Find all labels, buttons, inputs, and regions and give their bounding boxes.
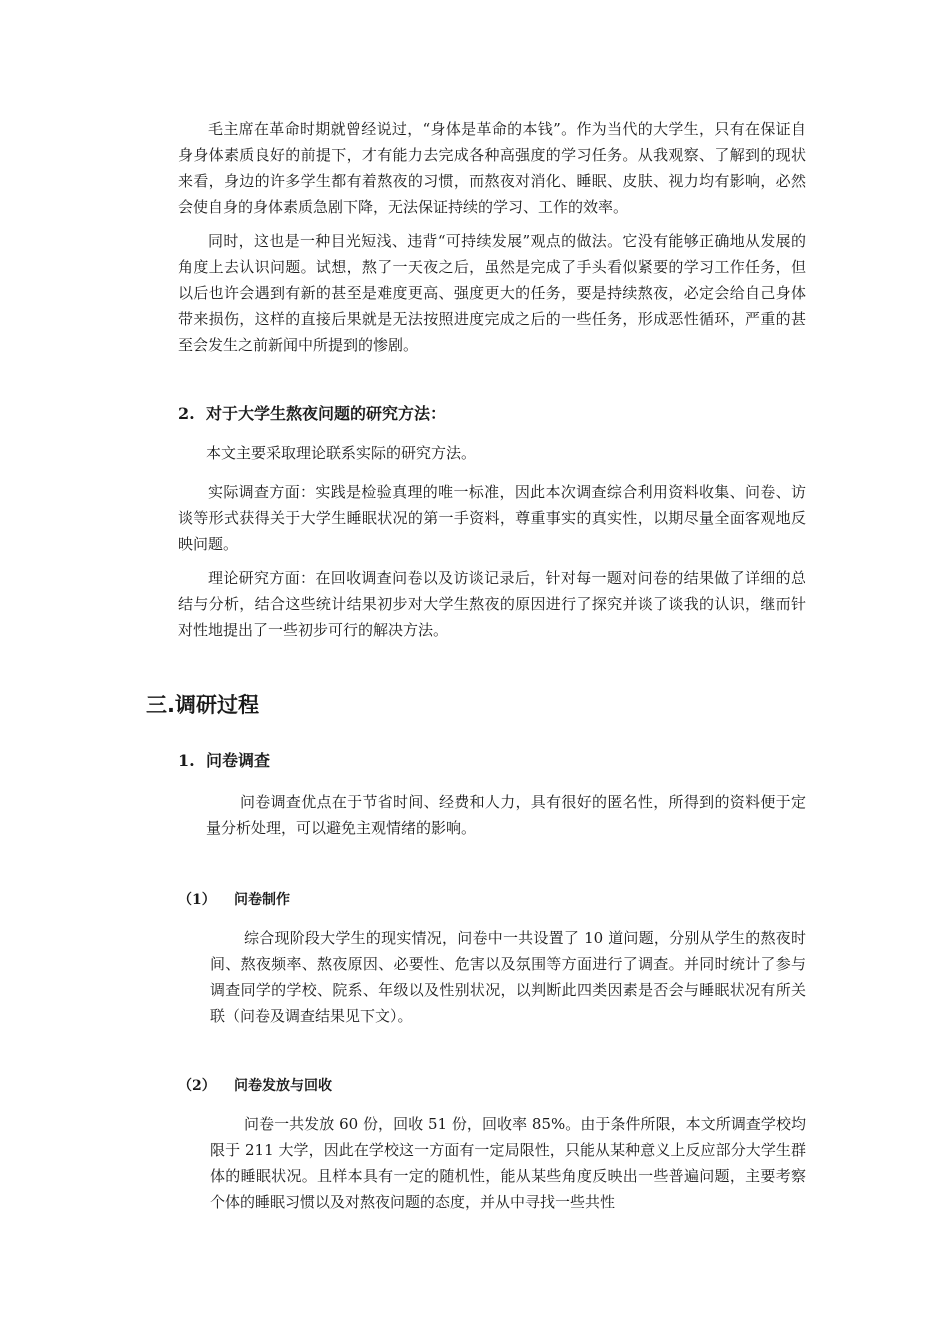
subheading-text: 问卷制作 — [234, 892, 290, 908]
subheading-number: （2） — [178, 1078, 216, 1094]
paragraph-sustainable-development: 同时，这也是一种目光短浅、违背“可持续发展”观点的做法。它没有能够正确地从发展的角度上去认识问题。试想，熬了一天夜之后，虽然是完成了手头看似紧要的学习工作任务，但以后也许会遇到有新的甚至是难度更高、强度更大的任务，要是持续熬夜，必定会给自己身体带来损伤，这样的直接后果就是无法按照进度完成之后的一些任务，形成恶性循环，严重的甚至会发生之前新闻中所提到的惨剧。 — [178, 232, 806, 354]
heading-questionnaire — [178, 748, 270, 774]
heading-text: 问卷调查 — [206, 751, 271, 770]
paragraph-practical-survey: 实际调查方面：实践是检验真理的唯一标准，因此本次调查综合利用资料收集、问卷、访谈等形式获得关于大学生睡眠状况的第一手资料，尊重事实的真实性，以期尽量全面客观地反映问题。 — [178, 483, 806, 553]
paragraph-theoretical-research: 理论研究方面：在回收调查问卷以及访谈记录后，针对每一题对问卷的结果做了详细的总结与分析，结合这些统计结果初步对大学生熬夜的原因进行了探究并谈了谈我的认识，继而针对性地提出了一些初步可行的解决方法。 — [178, 569, 806, 639]
section-title-research-process: 三.调研过程 — [146, 693, 259, 717]
paragraph-distribution-collection: 问卷一共发放 60 份，回收 51 份，回收率 85%。由于条件所限，本文所调查学校均限于 211 大学，因此在学校这一方面有一定局限性，只能从某种意义上反应部分大学生群体的睡眠状况。且样本具有一定的随机性，能从某些角度反映出一些普遍问题，主要考察个体的睡眠习惯以及对熬夜问题的态度，并从中寻找一些共性 — [210, 1115, 806, 1211]
heading-number: 1. — [178, 751, 195, 770]
paragraph-body-health: 毛主席在革命时期就曾经说过，“身体是革命的本钱”。作为当代的大学生，只有在保证自身身体素质良好的前提下，才有能力去完成各种高强度的学习任务。从我观察、了解到的现状来看，身边的许多学生都有着熬夜的习惯，而熬夜对消化、睡眠、皮肤、视力均有影响，必然会使自身的身体素质急剧下降，无法保证持续的学习、工作的效率。 — [178, 120, 806, 216]
subheading-text: 问卷发放与回收 — [234, 1078, 332, 1094]
heading-number: 2. — [178, 404, 195, 423]
paragraph-questionnaire-design: 综合现阶段大学生的现实情况，问卷中一共设置了 10 道问题，分别从学生的熬夜时间、熬夜频率、熬夜原因、必要性、危害以及氛围等方面进行了调查。并同时统计了参与调查同学的学校、院系、年级以及性别状况，以判断此四类因素是否会与睡眠状况有所关联（问卷及调查结果见下文）。 — [210, 929, 806, 1025]
subheading-questionnaire-design — [178, 888, 290, 912]
subheading-number: （1） — [178, 892, 216, 908]
heading-text: 对于大学生熬夜问题的研究方法： — [206, 404, 447, 423]
subheading-distribution-collection — [178, 1074, 332, 1098]
paragraph-questionnaire-advantages: 问卷调查优点在于节省时间、经费和人力，具有很好的匿名性，所得到的资料便于定量分析处理，可以避免主观情绪的影响。 — [206, 793, 806, 837]
heading-research-method — [178, 401, 446, 427]
paragraph-method-summary: 本文主要采取理论联系实际的研究方法。 — [206, 444, 477, 462]
